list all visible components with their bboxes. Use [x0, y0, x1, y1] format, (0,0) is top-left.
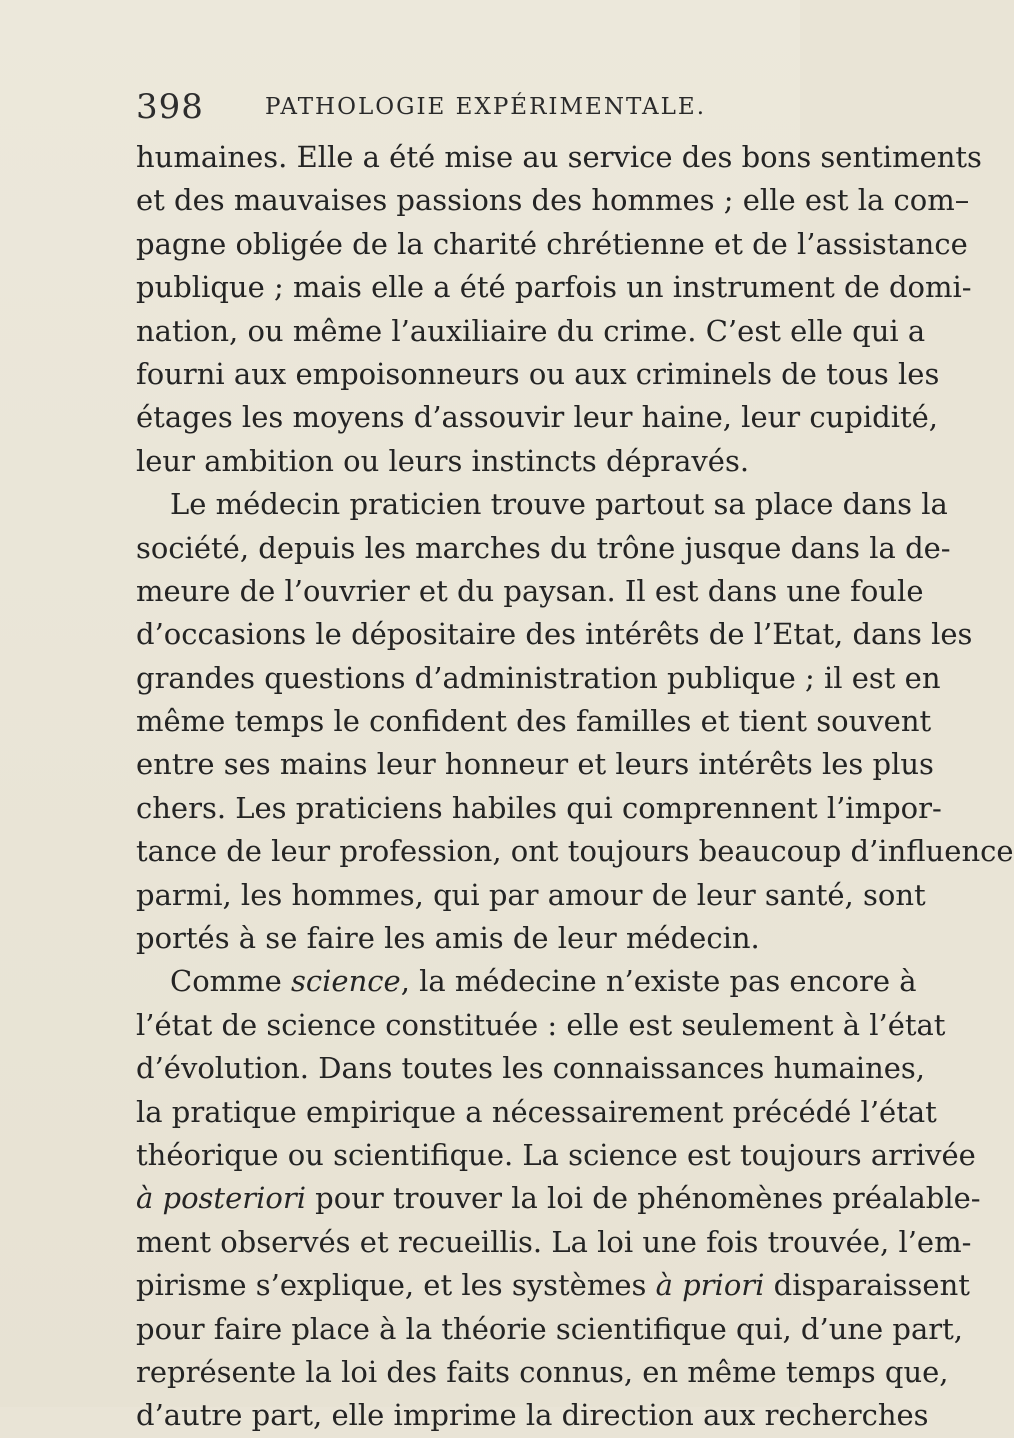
text-line-1: humaines. Elle a été mise au service des bons sentiments — [136, 140, 982, 174]
text-line-25 — [136, 1177, 981, 1220]
text-line-10: société, depuis les marches du trône jusque dans la de- — [136, 530, 951, 565]
text-line-11: meure de l’ouvrier et du paysan. Il est dans une foule — [136, 573, 924, 608]
text-line-8: leur ambition ou leurs instincts dépravés. — [136, 443, 750, 478]
text-line-18: parmi, les hommes, qui par amour de leur santé, sont — [136, 877, 926, 912]
text-line-5: nation, ou même l’auxiliaire du crime. C’est elle qui a — [136, 313, 926, 348]
body-text — [136, 136, 1014, 1438]
text-fragment: disparaissent — [764, 1268, 970, 1303]
text-line-13: grandes questions d’administration publique ; il est en — [136, 660, 941, 695]
running-head: PATHOLOGIE EXPÉRIMENTALE. — [265, 94, 707, 120]
text-line-14: même temps le confident des familles et tient souvent — [136, 704, 932, 739]
text-line-27 — [136, 1264, 970, 1307]
text-line-26: ment observés et recueillis. La loi une fois trouvée, l’em- — [136, 1224, 972, 1259]
text-line-30: d’autre part, elle imprime la direction aux recherches — [136, 1398, 929, 1433]
page-number: 398 — [136, 87, 204, 127]
text-line-21: l’état de science constituée : elle est seulement à l’état — [136, 1007, 946, 1042]
italic-term-a-posteriori: à posteriori — [136, 1181, 306, 1216]
text-line-12: d’occasions le dépositaire des intérêts de l’Etat, dans les — [136, 617, 973, 652]
text-line-17: tance de leur profession, ont toujours beaucoup d’influence — [136, 834, 1014, 869]
text-fragment: , la médecine n’existe pas encore à — [400, 964, 917, 999]
text-line-23: la pratique empirique a nécessairement précédé l’état — [136, 1094, 937, 1129]
text-line-16: chers. Les praticiens habiles qui comprennent l’impor- — [136, 790, 942, 825]
text-fragment: pirisme s’explique, et les systèmes — [136, 1268, 656, 1303]
italic-term-science: science — [291, 964, 401, 999]
text-line-6: fourni aux empoisonneurs ou aux criminels de tous les — [136, 356, 940, 391]
page-header — [136, 89, 746, 125]
text-line-4: publique ; mais elle a été parfois un instrument de domi- — [136, 270, 972, 305]
text-line-22: d’évolution. Dans toutes les connaissances humaines, — [136, 1051, 926, 1086]
text-line-15: entre ses mains leur honneur et leurs intérêts les plus — [136, 747, 934, 782]
text-line-20 — [136, 960, 917, 1003]
text-line-28: pour faire place à la théorie scientifique qui, d’une part, — [136, 1311, 964, 1346]
text-line-9: Le médecin praticien trouve partout sa place dans la — [170, 487, 948, 522]
text-line-19: portés à se faire les amis de leur médecin. — [136, 921, 760, 956]
text-line-29: représente la loi des faits connus, en même temps que, — [136, 1354, 949, 1389]
text-fragment: pour trouver la loi de phénomènes préalable- — [305, 1181, 981, 1216]
italic-term-a-priori: à priori — [655, 1268, 765, 1303]
text-line-3: pagne obligée de la charité chrétienne et de l’assistance — [136, 226, 968, 261]
text-line-24: théorique ou scientifique. La science est toujours arrivée — [136, 1137, 976, 1172]
text-line-2: et des mauvaises passions des hommes ; elle est la com– — [136, 183, 970, 218]
text-fragment: Comme — [170, 964, 292, 999]
text-line-7: étages les moyens d’assouvir leur haine, leur cupidité, — [136, 400, 939, 435]
